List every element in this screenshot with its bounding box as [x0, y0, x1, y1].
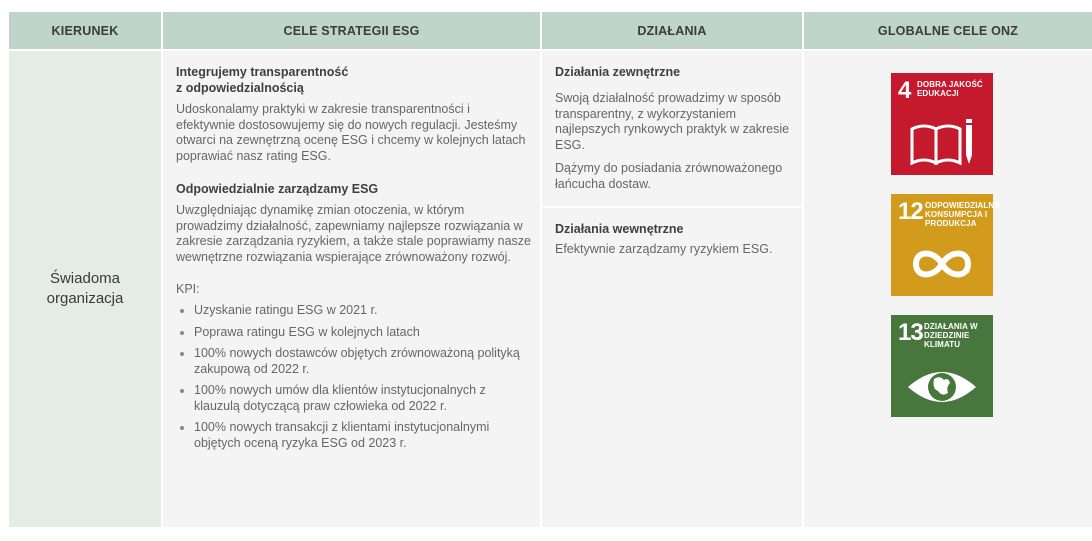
internal-actions-title: Działania wewnętrzne: [555, 222, 684, 236]
internal-actions: [542, 208, 802, 258]
goal2-title: Odpowiedzialnie zarządzamy ESG: [176, 182, 379, 196]
sdg13-number: 13: [898, 319, 923, 346]
sdg12-number: 12: [898, 198, 923, 225]
external-actions: [542, 51, 802, 206]
kierunek-cell: [9, 51, 161, 527]
sdg12-label: ODPOWIEDZIALNA KONSUMPCJA I PRODUKCJA: [925, 201, 1000, 228]
kpi-list: [176, 303, 531, 451]
header-kierunek: KIERUNEK: [9, 12, 161, 49]
sdg4-tile: [891, 73, 993, 175]
sdg13-tile: [891, 315, 993, 417]
kpi-label: KPI:: [176, 282, 200, 296]
goal1-title: [176, 64, 531, 96]
eye-globe-icon: [906, 353, 978, 411]
goal2-text: Uwzględniając dynamikę zmian otoczenia, w którym prowadzimy działalność, zapewniamy najlepsze rozwiązania w zakresie zarządzania ryzykiem, a także stale poprawiamy nasze wewnętrzne rozwiązania wspierające zrównoważony rozwój.: [176, 203, 532, 264]
kierunek-line1: Świadoma: [49, 270, 121, 287]
kierunek-line2: organizacja: [46, 290, 124, 307]
infinity-loop-icon: [906, 232, 978, 290]
kpi-item: Poprawa ratingu ESG w kolejnych latach: [176, 325, 531, 341]
esg-table: [9, 12, 1092, 527]
external-actions-text1: Swoją działalność prowadzimy w sposób transparentny, z wykorzystaniem najlepszych rynkowych praktyk w zakresie ESG.: [555, 91, 790, 152]
kierunek-label: [47, 269, 124, 309]
kpi-item: 100% nowych umów dla klientów instytucjonalnych z klauzulą dotyczącą praw człowieka od 2022 r.: [176, 383, 531, 414]
globalne-cele-cell: [804, 51, 1092, 527]
kpi-item: 100% nowych dostawców objętych zrównoważoną polityką zakupową od 2022 r.: [176, 346, 531, 377]
header-globalne-cele: GLOBALNE CELE ONZ: [804, 12, 1092, 49]
kpi-item: 100% nowych transakcji z klientami instytucjonalnymi objętych oceną ryzyka ESG od 2023 r.: [176, 420, 531, 451]
dzialania-cell: [542, 51, 802, 527]
sdg12-tile: [891, 194, 1000, 296]
external-actions-text2: Dążymy do posiadania zrównoważonego łańcucha dostaw.: [555, 161, 783, 191]
goal1-text: Udoskonalamy praktyki w zakresie transparentności i efektywnie dostosowujemy się do nowych regulacji. Jesteśmy otwarci na zewnętrzną ocenę ESG i chcemy w kolejnych latach poprawiać nasz rating ESG.: [176, 102, 526, 163]
kpi-item: Uzyskanie ratingu ESG w 2021 r.: [176, 303, 531, 319]
external-actions-title: Działania zewnętrzne: [555, 65, 681, 79]
sdg13-label: DZIAŁANIA W DZIEDZINIE KLIMATU: [924, 322, 978, 349]
header-cele-strategii: CELE STRATEGII ESG: [163, 12, 540, 49]
header-dzialania: DZIAŁANIA: [542, 12, 802, 49]
book-pencil-icon: [906, 111, 978, 169]
goal1-title-line1: Integrujemy transparentność: [176, 65, 349, 79]
goal1-title-line2: z odpowiedzialnością: [176, 81, 304, 95]
internal-actions-text: Efektywnie zarządzamy ryzykiem ESG.: [555, 242, 773, 256]
sdg4-number: 4: [898, 77, 911, 104]
sdg4-label: DOBRA JAKOŚĆ EDUKACJI: [917, 80, 983, 98]
cele-cell: [163, 51, 540, 527]
